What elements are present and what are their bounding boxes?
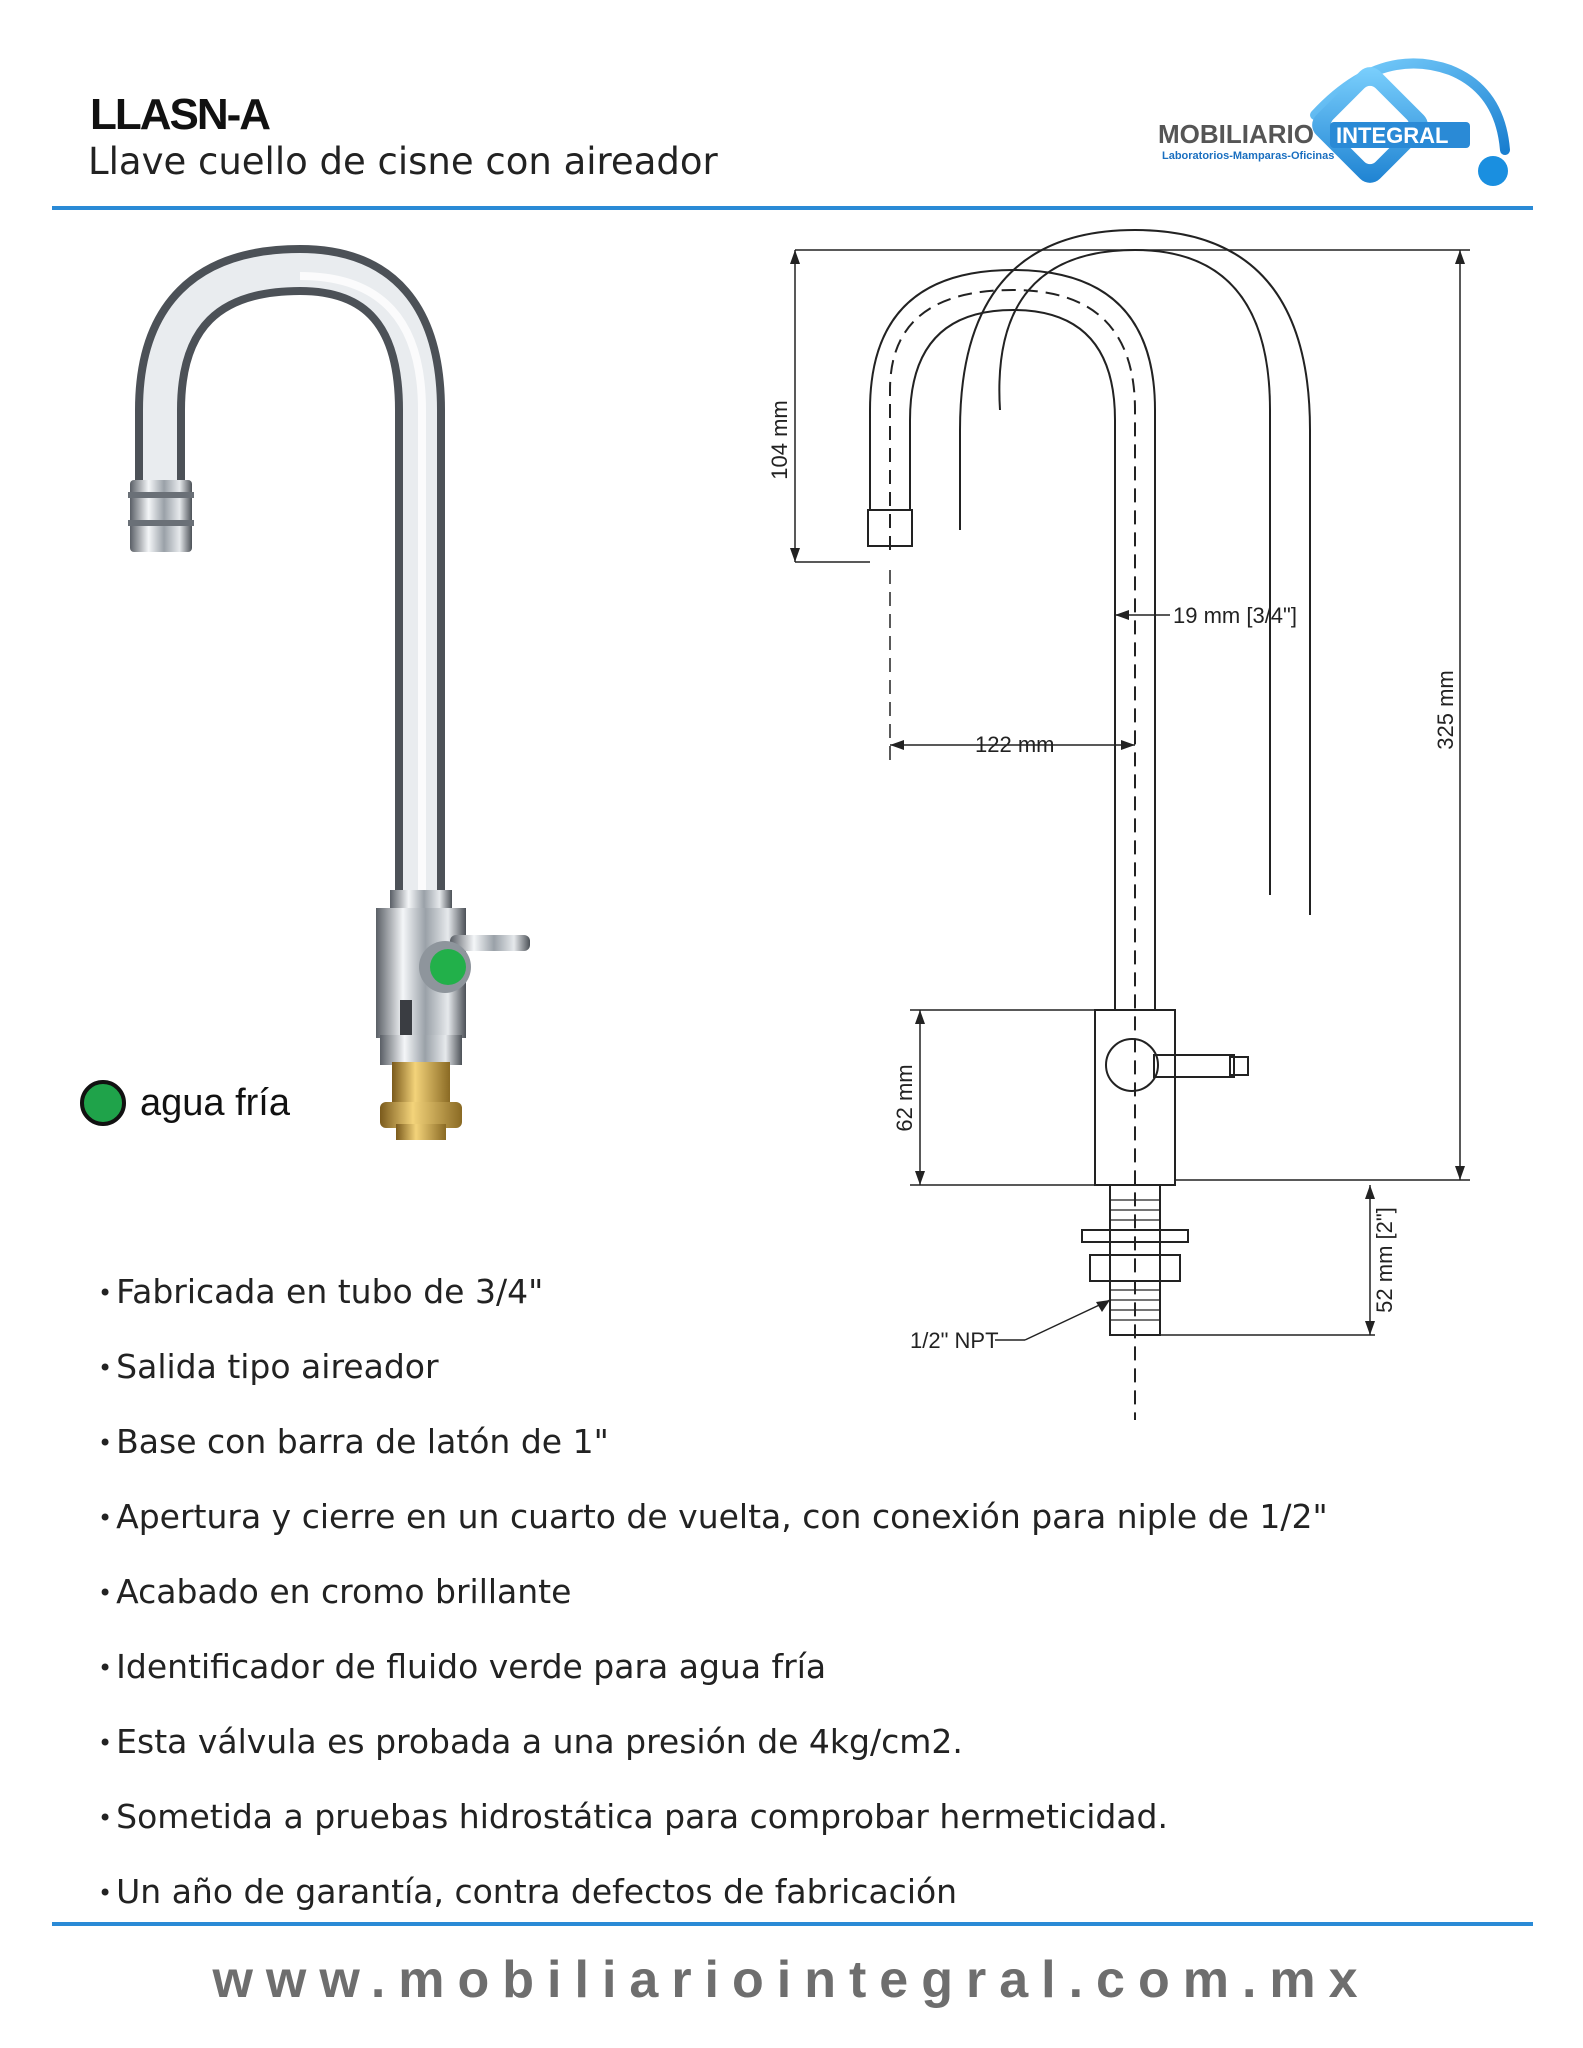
feature-item: • Esta válvula es probada a una presión de 4kg/cm2. <box>98 1722 963 1761</box>
logo-word-integral: INTEGRAL <box>1336 123 1449 148</box>
dim-valve-body: 62 mm <box>892 1064 917 1132</box>
logo-tagline: Laboratorios-Mamparas-Oficinas <box>1162 150 1335 162</box>
logo-word-mobiliario: MOBILIARIO <box>1158 119 1314 149</box>
footer-divider <box>52 1922 1533 1926</box>
dim-thread: 1/2" NPT <box>910 1328 999 1353</box>
product-description: Llave cuello de cisne con aireador <box>88 140 718 183</box>
company-logo <box>1150 55 1520 195</box>
feature-item: • Salida tipo aireador <box>98 1347 439 1386</box>
dim-spout-drop: 104 mm <box>767 400 792 480</box>
dim-height: 325 mm <box>1433 670 1458 750</box>
technical-drawing <box>767 240 1530 1430</box>
dim-reach: 122 mm <box>975 732 1055 757</box>
dim-shank: 52 mm [2"] <box>1372 1207 1397 1313</box>
feature-list <box>98 1255 1328 1930</box>
website-url[interactable]: www.mobiliariointegral.com.mx <box>212 1951 1371 2009</box>
feature-item: • Sometida a pruebas hidrostática para comprobar hermeticidad. <box>98 1797 1168 1836</box>
product-code: LLASN-A <box>90 90 270 139</box>
green-indicator-dot <box>80 1080 126 1126</box>
header-divider <box>52 206 1533 210</box>
legend-label: agua fría <box>140 1081 290 1124</box>
feature-item: • Un año de garantía, contra defectos de fabricación <box>98 1872 958 1911</box>
dim-tube-diameter: 19 mm [3/4"] <box>1173 603 1297 628</box>
faucet-photo <box>100 240 620 1140</box>
fluid-legend <box>80 1080 290 1126</box>
feature-item: • Base con barra de latón de 1" <box>98 1422 609 1461</box>
feature-item: • Identificador de fluido verde para agua fría <box>98 1647 827 1686</box>
feature-item: • Acabado en cromo brillante <box>98 1572 572 1611</box>
feature-item: • Fabricada en tubo de 3/4" <box>98 1272 544 1311</box>
feature-item: • Apertura y cierre en un cuarto de vuelta, con conexión para niple de 1/2" <box>98 1497 1328 1536</box>
